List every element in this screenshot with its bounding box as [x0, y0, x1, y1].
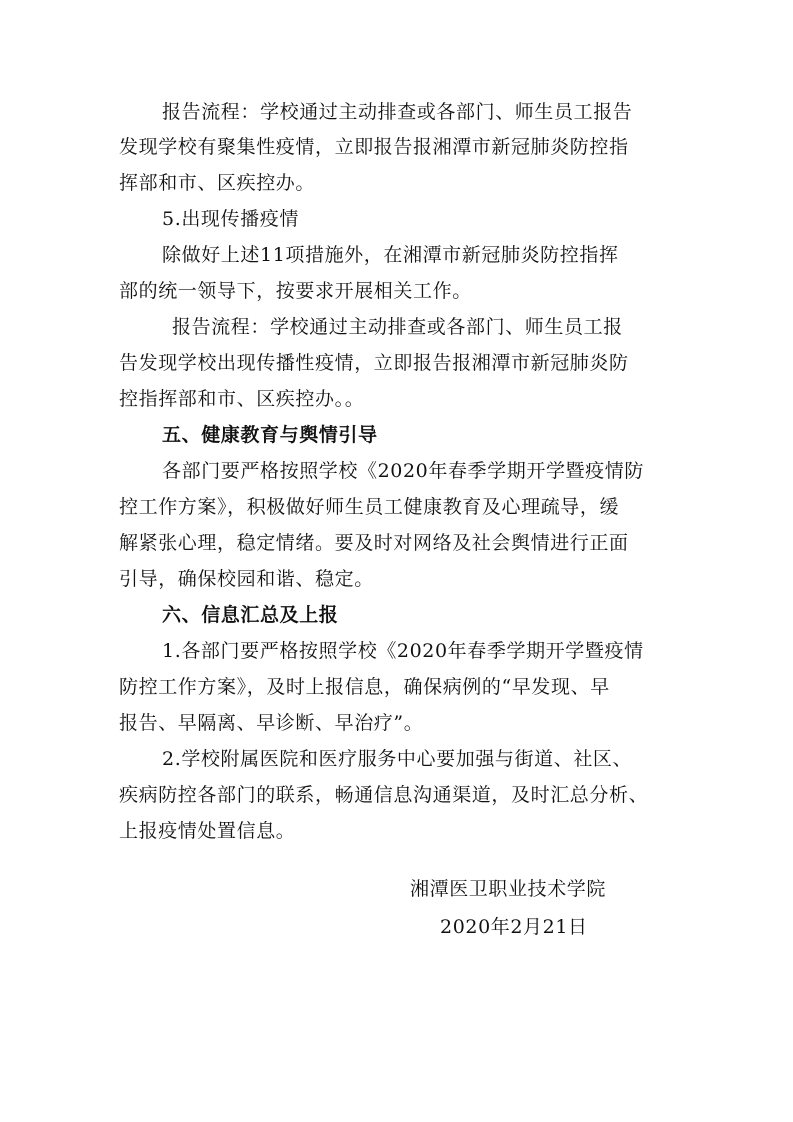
- section-6-heading: 六、信息汇总及上报: [162, 604, 339, 626]
- info-report-item-1-line-1: 1.各部门要严格按照学校《2020年春季学期开学暨疫情: [162, 640, 644, 662]
- info-report-item-2-line-3: 上报疫情处置信息。: [119, 820, 296, 842]
- transmission-report-line-3: 控指挥部和市、区疾控办。。: [119, 388, 365, 410]
- report-process-line-3: 挥部和市、区疾控办。: [119, 172, 316, 194]
- measures-line-2: 部的统一领导下，按要求开展相关工作。: [119, 280, 472, 302]
- transmission-report-line-2: 告发现学校出现传播性疫情，立即报告报湘潭市新冠肺炎防: [119, 352, 629, 374]
- health-education-line-2: 控工作方案》，积极做好师生员工健康教育及心理疏导，缓: [119, 496, 620, 518]
- health-education-line-3: 解紧张心理，稳定情绪。要及时对网络及社会舆情进行正面: [119, 532, 629, 554]
- info-report-item-1-line-3: 报告、早隔离、早诊断、早治疗”。: [119, 712, 424, 734]
- section-4-5-title: 5.出现传播疫情: [162, 208, 299, 230]
- health-education-line-1: 各部门要严格按照学校《2020年春季学期开学暨疫情防: [162, 460, 644, 482]
- info-report-item-1-line-2: 防控工作方案》，及时上报信息，确保病例的“早发现、早: [119, 676, 610, 698]
- section-5-heading: 五、健康教育与舆情引导: [162, 424, 378, 446]
- signature-organization: 湘潭医卫职业技术学院: [410, 878, 607, 900]
- info-report-item-2-line-1: 2.学校附属医院和医疗服务中心要加强与街道、社区、: [162, 748, 633, 770]
- report-process-line-1: 报告流程：学校通过主动排查或各部门、师生员工报告: [162, 101, 633, 123]
- health-education-line-4: 引导，确保校园和谐、稳定。: [119, 568, 374, 590]
- info-report-item-2-line-2: 疾病防控各部门的联系，畅通信息沟通渠道，及时汇总分析、: [119, 784, 649, 806]
- report-process-line-2: 发现学校有聚集性疫情，立即报告报湘潭市新冠肺炎防控指: [119, 136, 629, 158]
- transmission-report-line-1: 报告流程：学校通过主动排查或各部门、师生员工报: [172, 316, 623, 338]
- measures-line-1: 除做好上述11项措施外，在湘潭市新冠肺炎防控指挥: [162, 244, 619, 266]
- signature-date: 2020年2月21日: [440, 916, 588, 938]
